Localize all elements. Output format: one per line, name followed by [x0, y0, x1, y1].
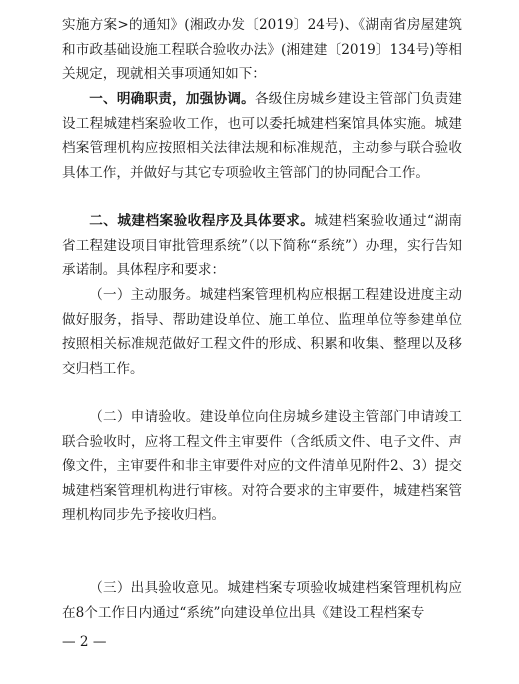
paragraph-section-2	[62, 209, 462, 283]
paragraph-text: 城建档案验收通过“湖南省工程建设项目审批管理系统”（以下简称“系统”）办理，实行告知承诺制。具体程序和要求：	[62, 213, 463, 278]
page-number: — 2 —	[62, 634, 107, 650]
paragraph-section-1	[62, 87, 462, 185]
paragraph-intro	[62, 13, 462, 87]
paragraph-item-2	[62, 405, 462, 528]
paragraph-text: （三）出具验收意见。城建档案专项验收城建档案管理机构应在8个工作日内通过“系统”向建设单位出具《建设工程档案专	[62, 580, 462, 621]
paragraph-text: 各级住房城乡建设主管部门负责建设工程城建档案验收工作，也可以委托城建档案馆具体实施。城建档案管理机构应按照相关法律法规和标准规范，主动参与联合验收具体工作，并做好与其它专项验收主管部门的协同配合工作。	[62, 91, 463, 181]
section-heading: 二、城建档案验收程序及具体要求。	[89, 213, 315, 229]
paragraph-text: 实施方案>的通知》(湘政办发〔2019〕24号)、《湖南省房屋建筑和市政基础设施工程联合验收办法》(湘建建〔2019〕134号)等相关规定，现就相关事项通知如下：	[62, 17, 462, 82]
paragraph-item-1	[62, 283, 462, 381]
paragraph-text: （二）申请验收。建设单位向住房城乡建设主管部门申请竣工联合验收时，应将工程文件主审要件（含纸质文件、电子文件、声像文件，主审要件和非主审要件对应的文件清单见附件2、3）提交城建档案管理机构进行审核。对符合要求的主审要件，城建档案管理机构同步先予接收归档。	[62, 409, 462, 523]
paragraph-item-3	[62, 576, 462, 625]
section-heading: 一、明确职责，加强协调。	[89, 91, 255, 107]
paragraph-text: （一）主动服务。城建档案管理机构应根据工程建设进度主动做好服务，指导、帮助建设单位、施工单位、监理单位等参建单位按照相关标准规范做好工程文件的形成、积累和收集、整理以及移交归档工作。	[62, 287, 462, 377]
